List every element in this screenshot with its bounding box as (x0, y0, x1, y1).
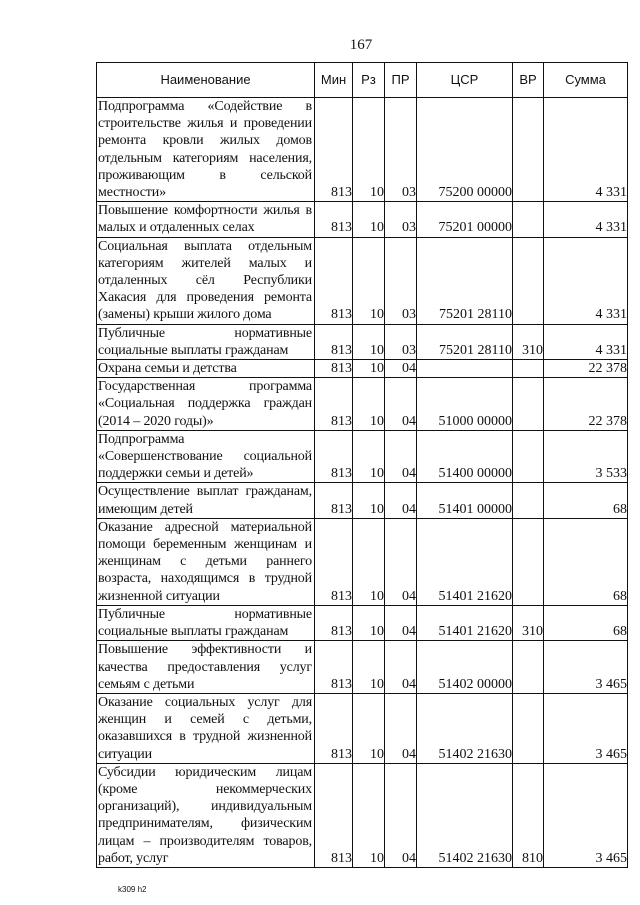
row-min: 813 (315, 378, 353, 431)
table-row (97, 237, 628, 324)
row-vr (513, 430, 544, 483)
row-name: Публичные нормативные социальные выплаты гражданам (97, 605, 315, 640)
row-rz: 10 (353, 518, 385, 605)
row-csr: 51402 21630 (417, 763, 513, 867)
row-pr: 04 (385, 518, 417, 605)
row-min: 813 (315, 430, 353, 483)
row-csr: 51402 00000 (417, 641, 513, 694)
row-name: Подпрограмма «Совершенствование социальной поддержки семьи и детей» (97, 430, 315, 483)
row-min: 813 (315, 763, 353, 867)
row-min: 813 (315, 641, 353, 694)
table-row (97, 98, 628, 202)
row-csr: 51401 21620 (417, 518, 513, 605)
header-sum: Сумма (544, 63, 628, 98)
row-csr (417, 360, 513, 378)
table-row (97, 763, 628, 867)
row-sum: 3 465 (544, 693, 628, 763)
row-name: Социальная выплата отдельным категориям жителей малых и отдаленных сёл Республики Хакасия для проведения ремонта (замены) крыши жилого дома (97, 237, 315, 324)
row-rz: 10 (353, 693, 385, 763)
row-min: 813 (315, 693, 353, 763)
row-sum: 68 (544, 483, 628, 518)
row-csr: 75200 00000 (417, 98, 513, 202)
row-pr: 04 (385, 693, 417, 763)
row-pr: 04 (385, 483, 417, 518)
table-row (97, 360, 628, 378)
row-vr (513, 237, 544, 324)
footer-document-code: k309 h2 (118, 885, 147, 894)
row-sum: 4 331 (544, 202, 628, 237)
row-vr (513, 202, 544, 237)
row-csr: 51400 00000 (417, 430, 513, 483)
table-row (97, 378, 628, 431)
row-vr: 310 (513, 324, 544, 359)
row-sum: 3 465 (544, 641, 628, 694)
row-rz: 10 (353, 430, 385, 483)
table-row (97, 483, 628, 518)
budget-table (96, 62, 628, 868)
row-pr: 04 (385, 605, 417, 640)
row-pr: 04 (385, 763, 417, 867)
row-name: Повышение эффективности и качества предоставления услуг семьям с детьми (97, 641, 315, 694)
row-name: Подпрограмма «Содействие в строительстве жилья и проведении ремонта кровли жилых домов отдельным категориям населения, проживающим в сельской местности» (97, 98, 315, 202)
row-rz: 10 (353, 641, 385, 694)
row-sum: 68 (544, 605, 628, 640)
row-csr: 75201 28110 (417, 237, 513, 324)
table-header-row (97, 63, 628, 98)
row-min: 813 (315, 237, 353, 324)
header-pr: ПР (385, 63, 417, 98)
row-name: Публичные нормативные социальные выплаты гражданам (97, 324, 315, 359)
row-sum: 68 (544, 518, 628, 605)
header-csr: ЦСР (417, 63, 513, 98)
header-vr: ВР (513, 63, 544, 98)
row-rz: 10 (353, 237, 385, 324)
row-pr: 03 (385, 324, 417, 359)
row-pr: 04 (385, 360, 417, 378)
row-name: Субсидии юридическим лицам (кроме некоммерческих организаций), индивидуальным предпринимателям, физическим лицам – производителям товаров, работ, услуг (97, 763, 315, 867)
row-vr (513, 641, 544, 694)
row-min: 813 (315, 324, 353, 359)
row-name: Охрана семьи и детства (97, 360, 315, 378)
row-rz: 10 (353, 98, 385, 202)
row-name: Осуществление выплат гражданам, имеющим детей (97, 483, 315, 518)
row-vr (513, 483, 544, 518)
row-sum: 22 378 (544, 378, 628, 431)
row-sum: 4 331 (544, 324, 628, 359)
row-sum: 4 331 (544, 98, 628, 202)
row-pr: 04 (385, 378, 417, 431)
table-row (97, 693, 628, 763)
row-pr: 03 (385, 202, 417, 237)
table-row (97, 641, 628, 694)
page-number: 167 (349, 37, 373, 53)
table-row (97, 202, 628, 237)
header-min: Мин (315, 63, 353, 98)
row-rz: 10 (353, 360, 385, 378)
row-name: Повышение комфортности жилья в малых и отдаленных селах (97, 202, 315, 237)
row-vr: 310 (513, 605, 544, 640)
row-vr (513, 693, 544, 763)
row-sum: 4 331 (544, 237, 628, 324)
row-min: 813 (315, 483, 353, 518)
row-vr (513, 98, 544, 202)
row-csr: 51000 00000 (417, 378, 513, 431)
row-sum: 3 465 (544, 763, 628, 867)
row-min: 813 (315, 98, 353, 202)
row-vr (513, 360, 544, 378)
row-rz: 10 (353, 202, 385, 237)
row-pr: 03 (385, 98, 417, 202)
row-name: Оказание адресной материальной помощи беременным женщинам и женщинам с детьми раннего возраста, находящимся в трудной жизненной ситуации (97, 518, 315, 605)
row-rz: 10 (353, 483, 385, 518)
table-row (97, 605, 628, 640)
row-rz: 10 (353, 324, 385, 359)
row-rz: 10 (353, 378, 385, 431)
row-min: 813 (315, 360, 353, 378)
row-min: 813 (315, 202, 353, 237)
table-row (97, 518, 628, 605)
row-csr: 51401 00000 (417, 483, 513, 518)
row-vr (513, 378, 544, 431)
row-rz: 10 (353, 763, 385, 867)
row-vr: 810 (513, 763, 544, 867)
row-sum: 22 378 (544, 360, 628, 378)
row-csr: 75201 00000 (417, 202, 513, 237)
header-name: Наименование (97, 63, 315, 98)
row-pr: 03 (385, 237, 417, 324)
table-row (97, 430, 628, 483)
row-name: Государственная программа «Социальная поддержка граждан (2014 – 2020 годы)» (97, 378, 315, 431)
row-min: 813 (315, 605, 353, 640)
row-name: Оказание социальных услуг для женщин и семей с детьми, оказавшихся в трудной жизненной ситуации (97, 693, 315, 763)
row-csr: 51401 21620 (417, 605, 513, 640)
row-csr: 51402 21630 (417, 693, 513, 763)
row-rz: 10 (353, 605, 385, 640)
row-vr (513, 518, 544, 605)
row-pr: 04 (385, 430, 417, 483)
row-csr: 75201 28110 (417, 324, 513, 359)
row-min: 813 (315, 518, 353, 605)
row-pr: 04 (385, 641, 417, 694)
table-row (97, 324, 628, 359)
row-sum: 3 533 (544, 430, 628, 483)
header-rz: Рз (353, 63, 385, 98)
